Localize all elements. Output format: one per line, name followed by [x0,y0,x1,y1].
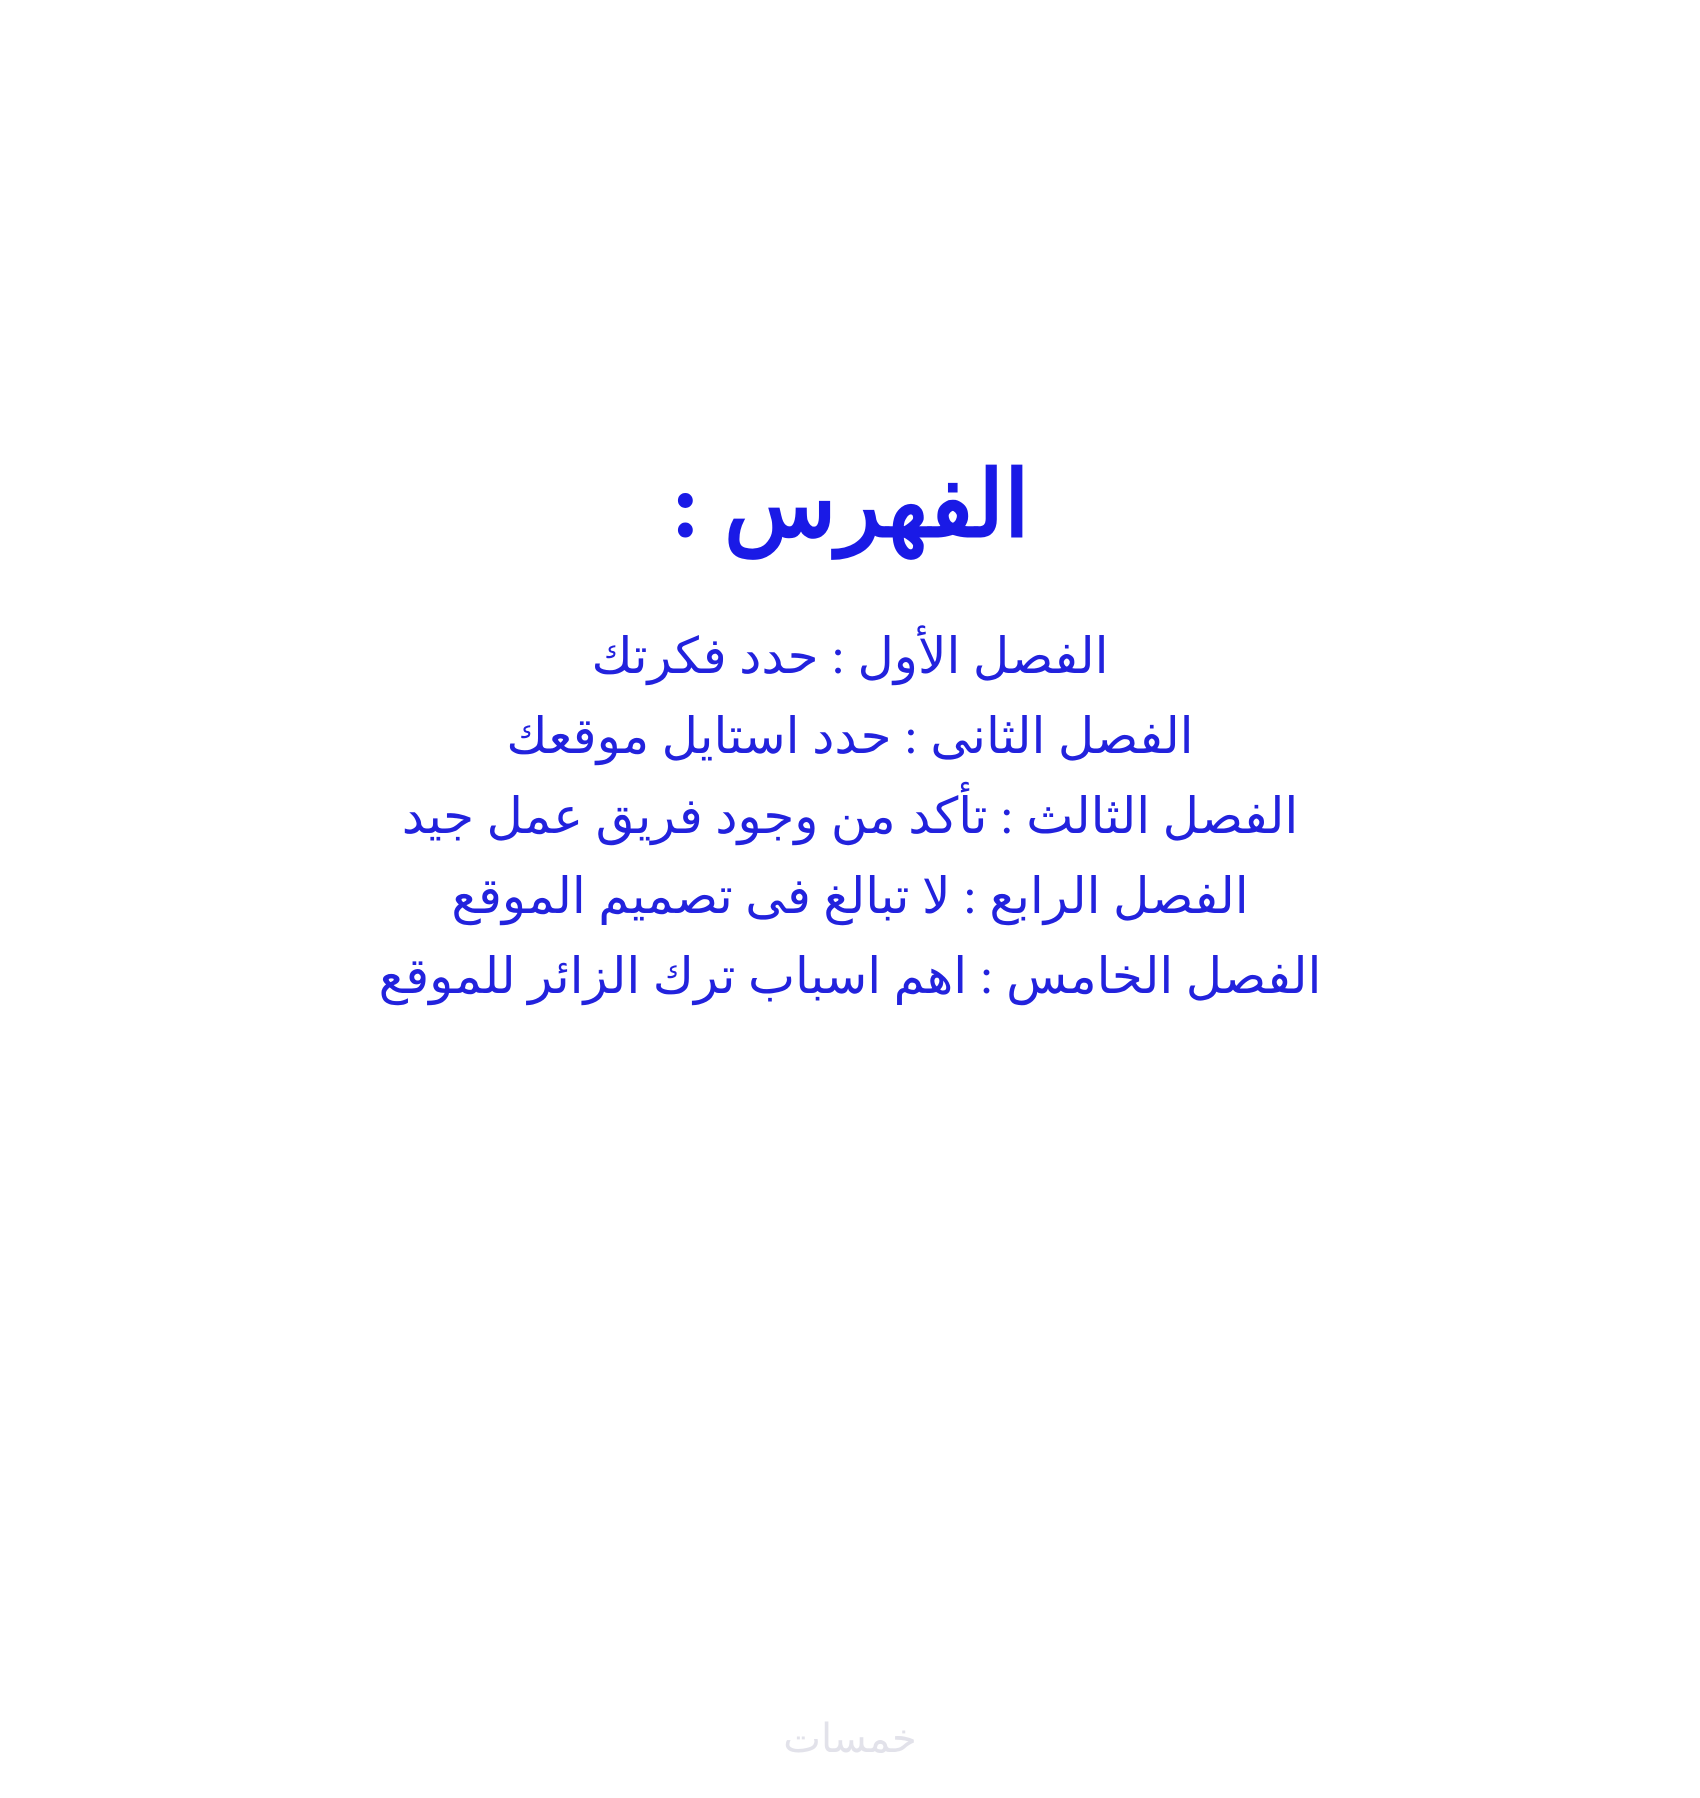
list-item: الفصل الرابع : لا تبالغ فى تصميم الموقع [451,868,1249,925]
list-item: الفصل الأول : حدد فكرتك [591,628,1109,685]
page-title: الفهرس : [670,454,1030,556]
list-item: الفصل الثالث : تأكد من وجود فريق عمل جيد [401,788,1299,845]
list-item: الفصل الخامس : اهم اسباب ترك الزائر للموقع [378,948,1322,1005]
table-of-contents [379,616,1322,1016]
list-item: الفصل الثانى : حدد استايل موقعك [506,708,1194,765]
watermark-label: خمسات [783,1716,917,1762]
